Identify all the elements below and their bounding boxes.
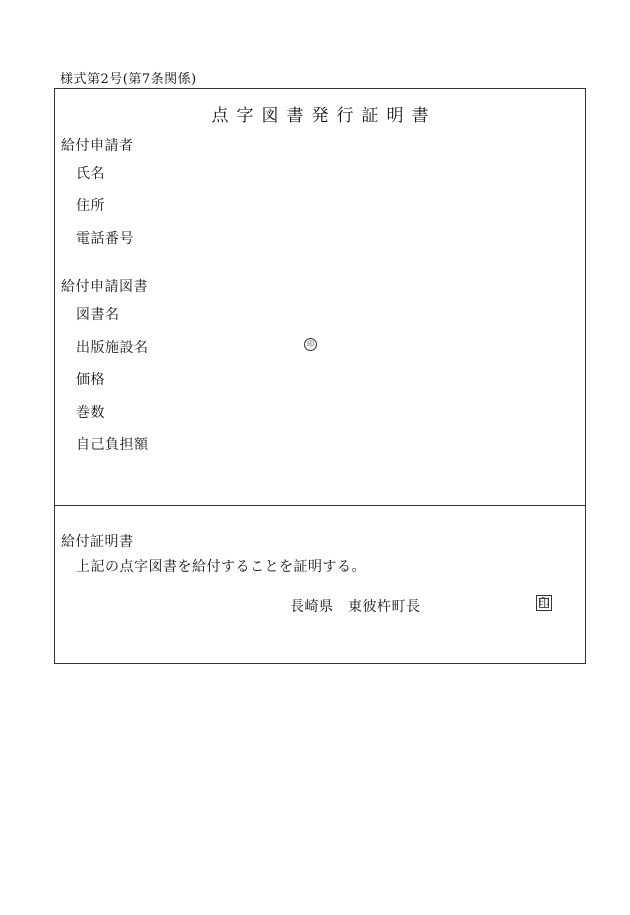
applicant-section-heading: 給付申請者	[61, 138, 134, 154]
section-divider	[55, 505, 585, 506]
seal-character: 印	[538, 596, 550, 609]
form-number: 様式第2号(第7条関係)	[60, 72, 197, 87]
name-label: 氏名	[76, 166, 105, 182]
book-title-label: 図書名	[76, 307, 120, 323]
certificate-section-heading: 給付証明書	[61, 534, 134, 550]
certificate-statement: 上記の点字図書を給付することを証明する。	[76, 559, 366, 575]
official-seal-icon	[536, 595, 552, 611]
phone-label: 電話番号	[76, 231, 134, 247]
document-title: 点字図書発行証明書	[211, 106, 437, 126]
seal-mark-icon: 印	[304, 338, 317, 351]
book-section-heading: 給付申請図書	[61, 279, 148, 295]
price-label: 価格	[76, 372, 105, 388]
volumes-label: 巻数	[76, 405, 105, 421]
issuer-name: 長崎県 東彼杵町長	[290, 599, 421, 615]
address-label: 住所	[76, 198, 105, 214]
publisher-label: 出版施設名	[76, 340, 149, 356]
copay-label: 自己負担額	[76, 437, 149, 453]
certificate-form	[54, 88, 586, 664]
